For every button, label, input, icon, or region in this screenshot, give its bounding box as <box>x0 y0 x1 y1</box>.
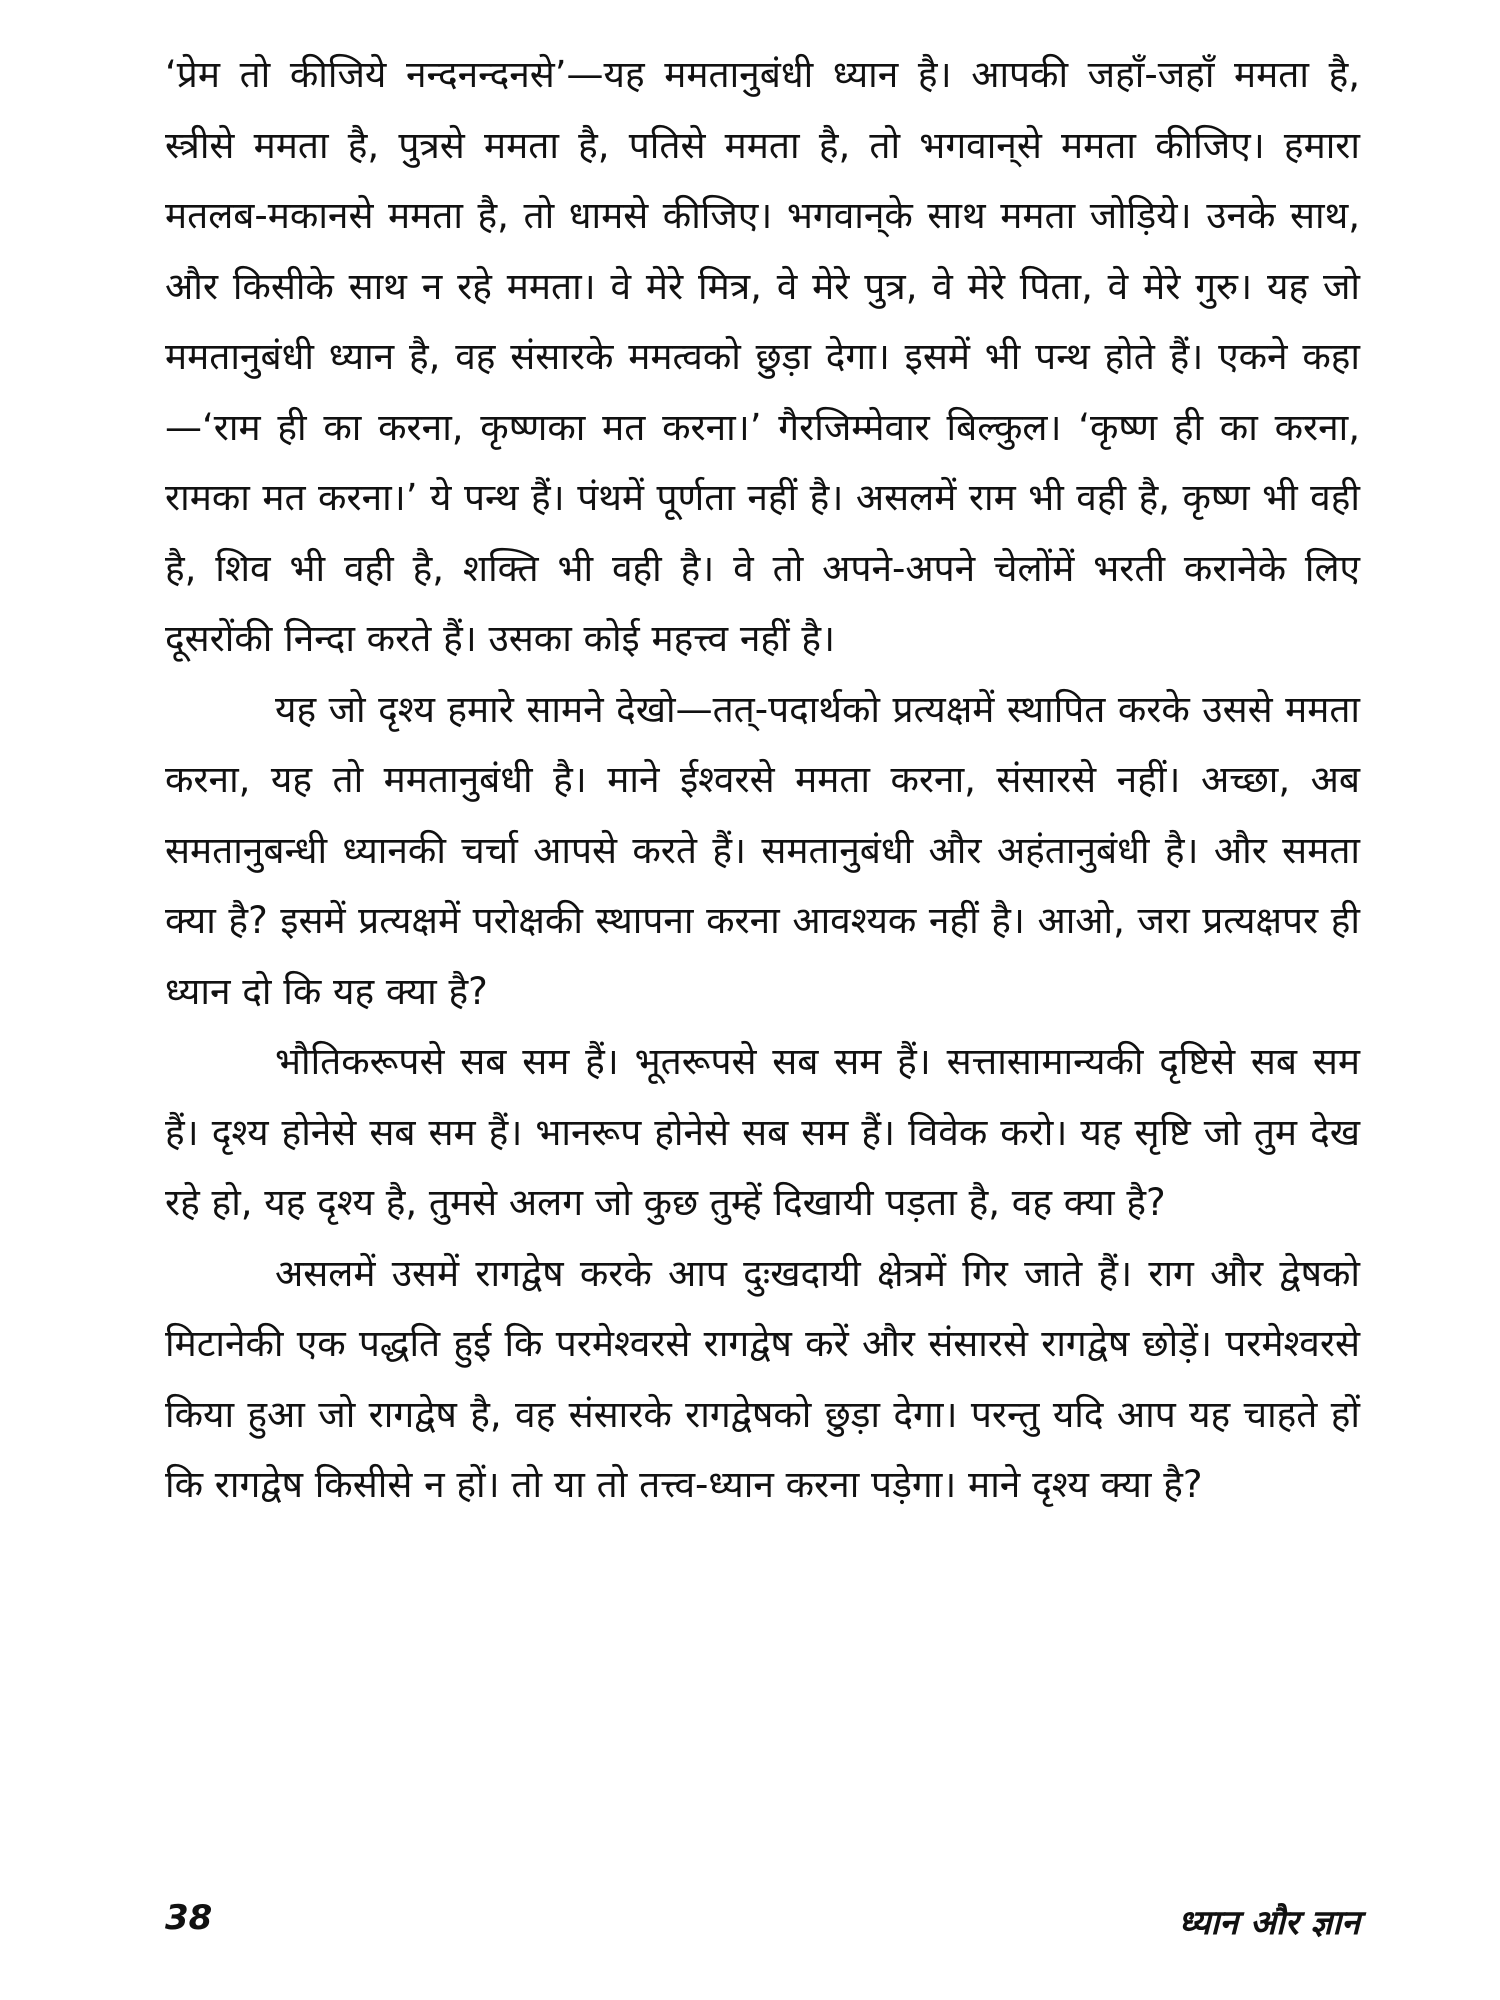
running-title: ध्यान और ज्ञान <box>1177 1903 1360 1943</box>
paragraph-4: असलमें उसमें रागद्वेष करके आप दुःखदायी क्षेत्रमें गिर जाते हैं। राग और द्वेषको मिटानेकी एक पद्धति हुई कि परमेश्वरसे रागद्वेष करें और संसारसे रागद्वेष छोड़ें। परमेश्वरसे किया हुआ जो रागद्वेष है, वह संसारके रागद्वेषको छुड़ा देगा। परन्तु यदि आप यह चाहते हों कि रागद्वेष किसीसे न हों। तो या तो तत्त्व-ध्यान करना पड़ेगा। माने दृश्य क्या है? <box>165 1251 1360 1506</box>
paragraph-3: भौतिकरूपसे सब सम हैं। भूतरूपसे सब सम हैं। सत्तासामान्यकी दृष्टिसे सब सम हैं। दृश्य होनेसे सब सम हैं। भानरूप होनेसे सब सम हैं। विवेक करो। यह सृष्टि जो तुम देख रहे हो, यह दृश्य है, तुमसे अलग जो कुछ तुम्हें दिखायी पड़ता है, वह क्या है? <box>165 1040 1360 1224</box>
page-number: 38 <box>165 1898 213 1938</box>
paragraph-2: यह जो दृश्य हमारे सामने देखो—तत्-पदार्थको प्रत्यक्षमें स्थापित करके उससे ममता करना, यह तो ममतानुबंधी है। माने ईश्वरसे ममता करना, संसारसे नहीं। अच्छा, अब समतानुबन्धी ध्यानकी चर्चा आपसे करते हैं। समतानुबंधी और अहंतानुबंधी है। और समता क्या है? इसमें प्रत्यक्षमें परोक्षकी स्थापना करना आवश्यक नहीं है। आओ, जरा प्रत्यक्षपर ही ध्यान दो कि यह क्या है? <box>165 687 1360 1013</box>
paragraph-1: ‘प्रेम तो कीजिये नन्दनन्दनसे’—यह ममतानुबंधी ध्यान है। आपकी जहाँ-जहाँ ममता है, स्त्रीसे ममता है, पुत्रसे ममता है, पतिसे ममता है, तो भगवान्‌से ममता कीजिए। हमारा मतलब-मकानसे ममता है, तो धामसे कीजिए। भगवान्‌के साथ ममता जोड़िये। उनके साथ, और किसीके साथ न रहे ममता। वे मेरे मित्र, वे मेरे पुत्र, वे मेरे पिता, वे मेरे गुरु। यह जो ममतानुबंधी ध्यान है, वह संसारके ममत्वको छुड़ा देगा। इसमें भी पन्थ होते हैं। एकने कहा—‘राम ही का करना, कृष्णका मत करना।’ गैरजिम्मेवार बिल्कुल। ‘कृष्ण ही का करना, रामका मत करना।’ ये पन्थ हैं। पंथमें पूर्णता नहीं है। असलमें राम भी वही है, कृष्ण भी वही है, शिव भी वही है, शक्ति भी वही है। वे तो अपने-अपने चेलोंमें भरती करानेके लिए दूसरोंकी निन्दा करते हैं। उसका कोई महत्त्व नहीं है। <box>165 53 1360 660</box>
page-body <box>165 40 1360 1521</box>
page-footer <box>165 1898 1360 1948</box>
